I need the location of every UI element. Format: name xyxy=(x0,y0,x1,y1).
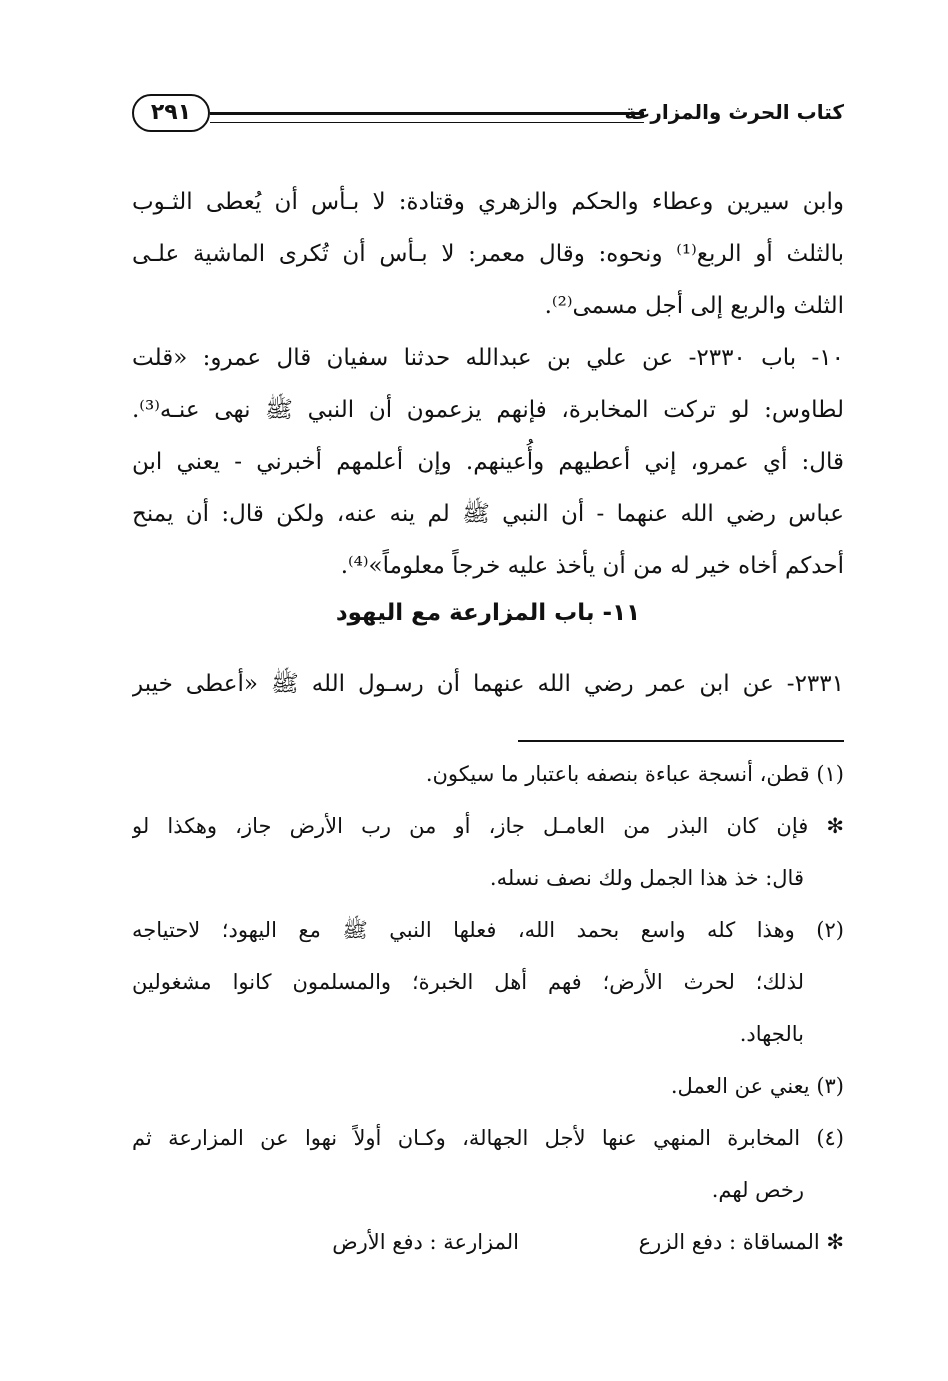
footnote-line: لذلك؛ لحرث الأرض؛ فهم أهل الخبرة؛ والمسلمون كانوا مشغولين xyxy=(132,970,804,994)
footnote-line: قال: خذ هذا الجمل ولك نصف نسله. xyxy=(489,866,804,890)
running-title: كتاب الحرث والمزارعة xyxy=(624,100,844,124)
text-line: عباس رضي الله عنهما - أن النبي ﷺ لم ينه عنه، ولكن قال: أن يمنح xyxy=(132,501,844,527)
page-header xyxy=(132,88,844,142)
section-heading: ١١- باب المزارعة مع اليهود xyxy=(335,600,641,626)
text-line: الثلث والربع إلى أجل مسمى⁽²⁾. xyxy=(544,293,844,319)
footnote-1 xyxy=(132,748,844,800)
paragraph-3 xyxy=(132,658,844,710)
page-number: ٢٩١ xyxy=(132,94,210,132)
footnote-line: (٤) المخابرة المنهي عنها لأجل الجهالة، وكـان أولاً نهوا عن المزارعة ثم xyxy=(132,1126,844,1150)
footnote-separator xyxy=(518,740,844,742)
footnote-4 xyxy=(132,1112,844,1216)
footnote-star-1 xyxy=(132,800,844,904)
footnote-line: بالجهاد. xyxy=(739,1022,804,1046)
footnote-3 xyxy=(132,1060,844,1112)
text-line: وابن سيرين وعطاء والحكم والزهري وقتادة: لا بـأس أن يُعطى الثـوب xyxy=(132,189,844,215)
text-line: ٢٣٣١- عن ابن عمر رضي الله عنهما أن رسـول الله ﷺ «أعطى خيبر xyxy=(132,671,844,697)
footnotes xyxy=(132,748,844,1268)
text-line: قال: أي عمرو، إني أعطيهم وأُعينهم. وإن أعلمهم أخبرني - يعني ابن xyxy=(132,449,844,475)
definitions-row xyxy=(132,1216,844,1268)
footnote-line: (١) قطن، أنسجة عباءة بنصفه باعتبار ما سيكون. xyxy=(425,762,844,786)
text-line: أحدكم أخاه خير له من أن يأخذ عليه خرجاً معلوماً»⁽⁴⁾. xyxy=(340,553,844,579)
footnote-2 xyxy=(132,904,844,1060)
definition-muzaraah: المزارعة : دفع الأرض xyxy=(332,1230,519,1254)
footnote-line: رخص لهم. xyxy=(711,1178,804,1202)
text-line: ١٠- باب ٢٣٣٠- عن علي بن عبدالله حدثنا سفيان قال عمرو: «قلت xyxy=(132,345,844,371)
footnote-line: ✻ فإن كان البذر من العامـل جاز، أو من رب الأرض جاز، وهكذا لو xyxy=(132,814,844,838)
header-rule xyxy=(210,112,644,123)
text-line: لطاوس: لو تركت المخابرة، فإنهم يزعمون أن النبي ﷺ نهى عنـه⁽³⁾. xyxy=(132,397,844,423)
footnote-line: (٢) وهذا كله واسع بحمد الله، فعلها النبي ﷺ مع اليهود؛ لاحتياجه xyxy=(132,918,844,942)
text-line: بالثلث أو الربع⁽¹⁾ ونحوه: وقال معمر: لا بـأس أن تُكرى الماشية علـى xyxy=(132,241,844,267)
paragraph-1 xyxy=(132,176,844,332)
paragraph-2 xyxy=(132,332,844,592)
definition-musaqah: ✻ المساقاة : دفع الزرع xyxy=(638,1230,844,1254)
footnote-line: (٣) يعني عن العمل. xyxy=(670,1074,844,1098)
